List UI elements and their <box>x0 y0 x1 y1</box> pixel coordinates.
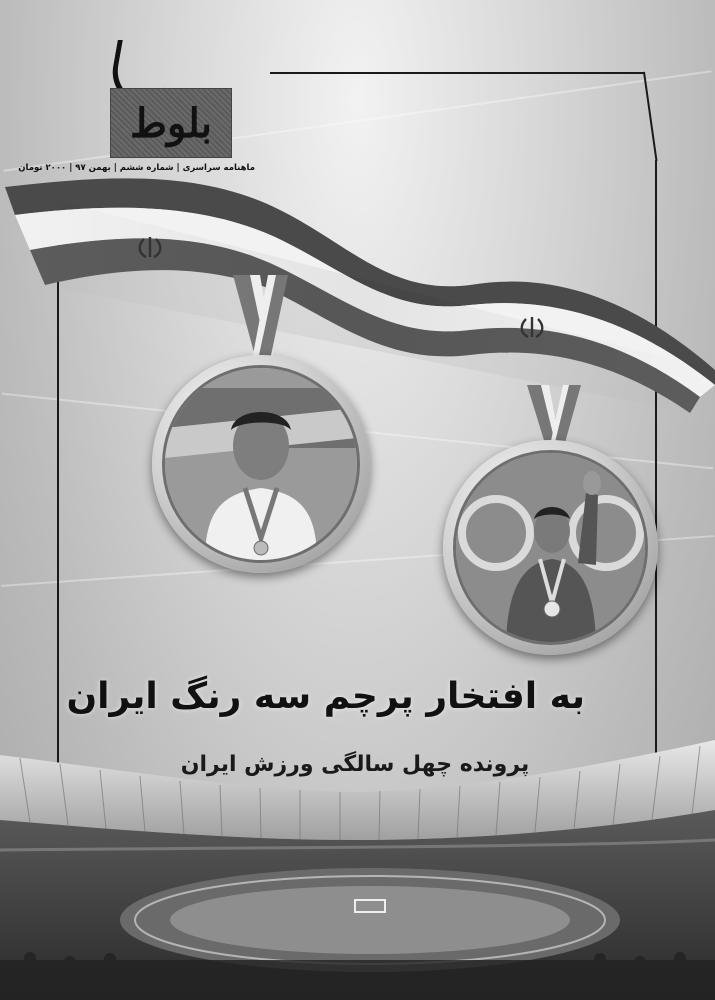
issue-info: ماهنامه سراسری | شماره ششم | بهمن ۹۷ | ۲۰۰۰ تومان <box>18 163 255 173</box>
frame-top-line <box>270 72 645 74</box>
iran-flag <box>0 175 715 415</box>
magazine-logo <box>110 88 232 158</box>
athlete-photo-left <box>162 365 360 563</box>
logo-text: بلوط <box>129 99 213 147</box>
medal-left <box>152 355 370 573</box>
athlete-photo-right <box>453 450 648 645</box>
stadium-photo <box>0 730 715 1000</box>
frame-top-right-line <box>643 72 658 161</box>
cover-headline: به افتخار پرچم سه رنگ ایران <box>66 676 585 717</box>
medal-ribbon-left <box>228 275 298 365</box>
cover-subheadline: پرونده چهل سالگی ورزش ایران <box>180 752 530 777</box>
medal-right <box>443 440 658 655</box>
